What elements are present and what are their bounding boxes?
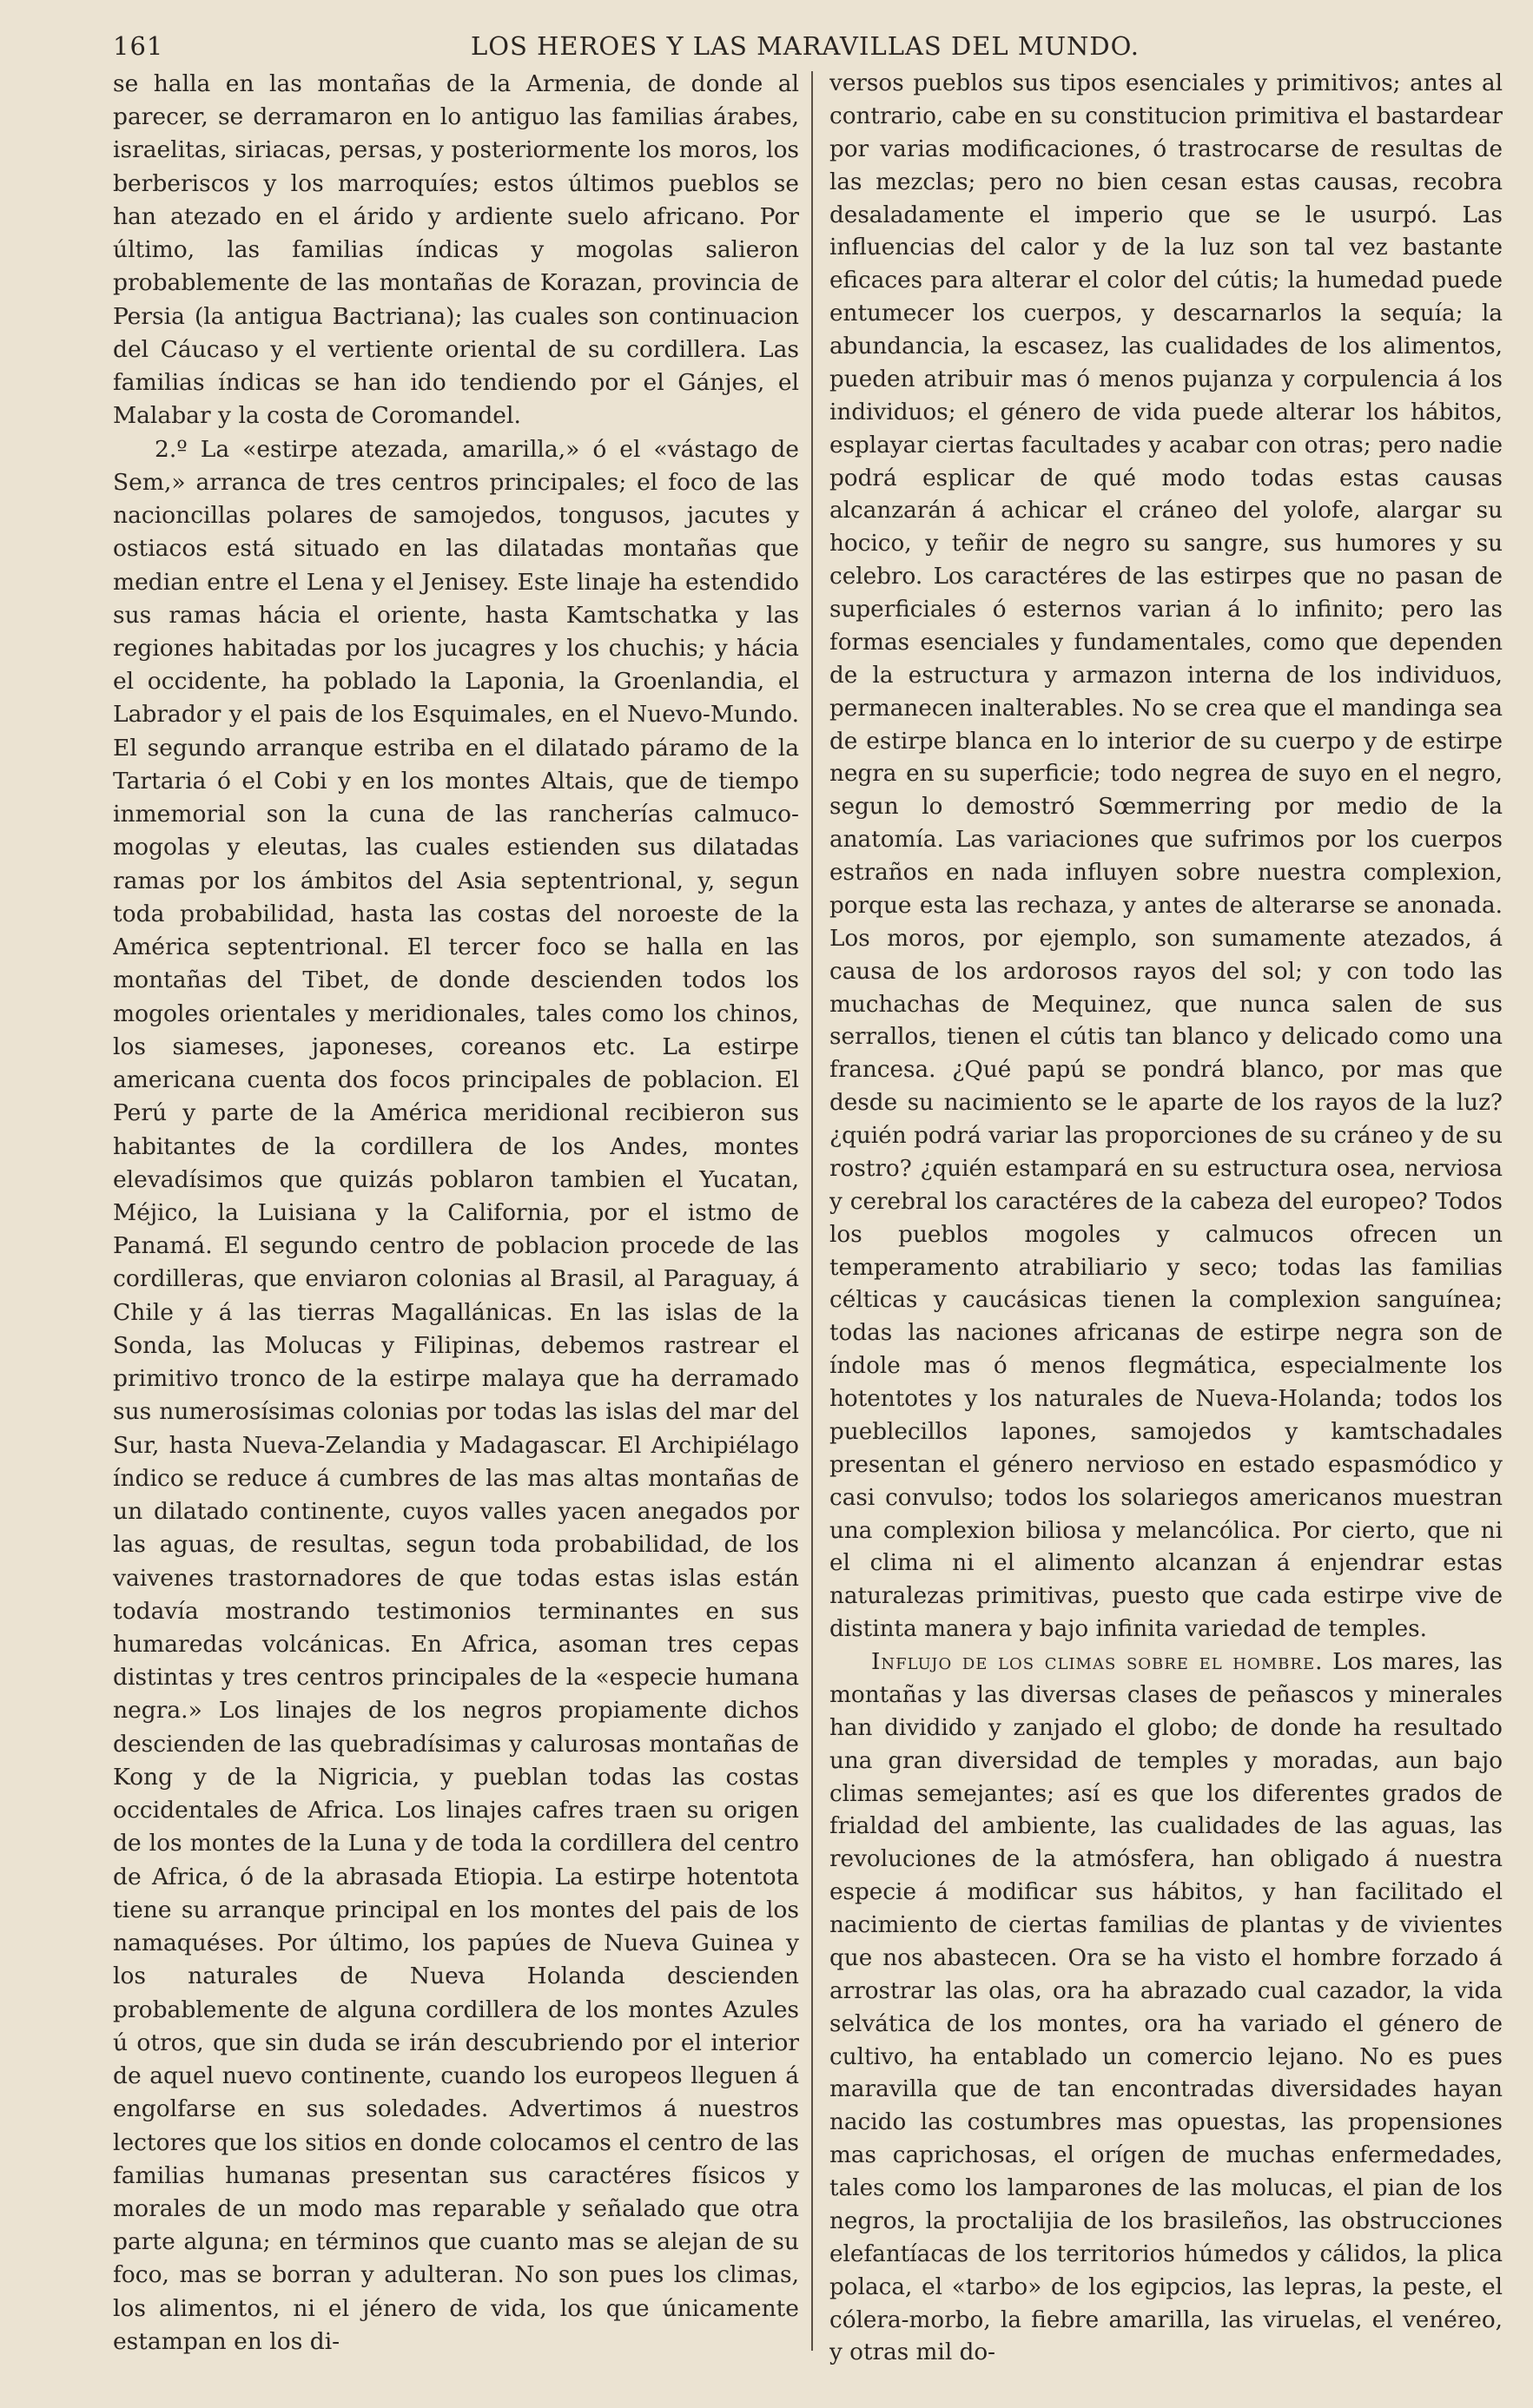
right-column [829, 68, 1503, 2378]
left-column [113, 68, 799, 2378]
right-paragraph-1: versos pueblos sus tipos esenciales y primitivos; antes al contrario, cabe en su constitucion primitiva el bastardear por varias modificaciones, ó trastrocarse de resultas de las mezclas; pero no bien cesan estas causas, recobra desaladamente el imperio que se le usurpó. Las influencias del calor y de la luz son tal vez bastante eficaces para alterar el color del cútis; la humedad puede entumecer los cuerpos, y descarnarlos la sequía; la abundancia, la escasez, las cualidades de los alimentos, pueden atribuir mas ó menos pujanza y corpulencia á los individuos; el género de vida puede alterar los hábitos, esplayar ciertas facultades y acabar con otras; pero nadie podrá esplicar de qué modo todas estas causas alcanzarán á achicar el cráneo del yolofe, alargar su hocico, y teñir de negro su sangre, sus humores y su celebro. Los caractéres de las estirpes que no pasan de superficiales ó esternos varian á lo infinito; pero las formas esenciales y fundamentales, como que dependen de la estructura y armazon interna de los individuos, permanecen inalterables. No se crea que el mandinga sea de estirpe blanca en lo interior de su cuerpo y de estirpe negra en su superficie; todo negrea de suyo en el negro, segun lo demostró Sœmmerring por medio de la anatomía. Las variaciones que sufrimos por los cuerpos estraños en nada influyen sobre nuestra complexion, porque esta las rechaza, y antes de alterarse se anonada. Los moros, por ejemplo, son sumamente atezados, á causa de los ardorosos rayos del sol; y con todo las muchachas de Mequinez, que nunca salen de sus serrallos, tienen el cútis tan blanco y delicado como una francesa. ¿Qué papú se pondrá blanco, por mas que desde su nacimiento se le aparte de los rayos de la luz? ¿quién podrá variar las proporciones de su cráneo y de su rostro? ¿quién estampará en su estructura osea, nerviosa y cerebral los caractéres de la cabeza del europeo? Todos los pueblos mogoles y calmucos ofrecen un temperamento atrabiliario y seco; todas las familias célticas y caucásicas tienen la complexion sanguínea; todas las naciones africanas de estirpe negra son de índole mas ó menos flegmática, especialmente los hotentotes y los naturales de Nueva-Holanda; todos los pueblecillos lapones, samojedos y kamtschadales presentan el género nervioso en estado espasmódico y casi convulso; todos los solariegos americanos muestran una complexion biliosa y melancólica. Por cierto, que ni el clima ni el alimento alcanzan á enjendrar estas naturalezas primitivas, puesto que cada estirpe vive de distinta manera y bajo infinita variedad de temples. [829, 70, 1503, 1643]
left-paragraph-2: 2.º La «estirpe atezada, amarilla,» ó el «vástago de Sem,» arranca de tres centros principales; el foco de las nacioncillas polares de samojedos, tongusos, jacutes y ostiacos está situado en las dilatadas montañas que median entre el Lena y el Jenisey. Este linaje ha estendido sus ramas hácia el oriente, hasta Kamtschatka y las regiones habitadas por los jucagres y los chuchis; y hácia el occidente, ha poblado la Laponia, la Groenlandia, el Labrador y el pais de los Esquimales, en el Nuevo-Mundo. El segundo arranque estriba en el dilatado páramo de la Tartaria ó el Cobi y en los montes Altais, que de tiempo inmemorial son la cuna de las rancherías calmuco-mogolas y eleutas, las cuales estienden sus dilatadas ramas por los ámbitos del Asia septentrional, y, segun toda probabilidad, hasta las costas del noroeste de la América septentrional. El tercer foco se halla en las montañas del Tibet, de donde descienden todos los mogoles orientales y meridionales, tales como los chinos, los siameses, japoneses, coreanos etc. La estirpe americana cuenta dos focos principales de poblacion. El Perú y parte de la América meridional recibieron sus habitantes de la cordillera de los Andes, montes elevadísimos que quizás poblaron tambien el Yucatan, Méjico, la Luisiana y la California, por el istmo de Panamá. El segundo centro de poblacion procede de las cordilleras, que enviaron colonias al Brasil, al Paraguay, á Chile y á las tierras Magallánicas. En las islas de la Sonda, las Molucas y Filipinas, debemos rastrear el primitivo tronco de la estirpe malaya que ha derramado sus numerosísimas colonias por todas las islas del mar del Sur, hasta Nueva-Zelandia y Madagascar. El Archipiélago índico se reduce á cumbres de las mas altas montañas de un dilatado continente, cuyos valles yacen anegados por las aguas, de resultas, segun toda probabilidad, de los vaivenes trastornadores de que todas estas islas están todavía mostrando testimonios terminantes en sus humaredas volcánicas. En Africa, asoman tres cepas distintas y tres centros principales de la «especie humana negra.» Los linajes de los negros propiamente dichos descienden de las quebradísimas y calurosas montañas de Kong y de la Nigricia, y pueblan todas las costas occidentales de Africa. Los linajes cafres traen su origen de los montes de la Luna y de toda la cordillera del centro de Africa, ó de la abrasada Etiopia. La estirpe hotentota tiene su arranque principal en los montes del pais de los namaquéses. Por último, los papúes de Nueva Guinea y los naturales de Nueva Holanda descienden probablemente de alguna cordillera de los montes Azules ú otros, que sin duda se irán descubriendo por el interior de aquel nuevo continente, cuando los europeos lleguen á engolfarse en sus soledades. Advertimos á nuestros lectores que los sitios en donde colocamos el centro de las familias humanas presentan sus caractéres físicos y morales de un modo mas reparable y señalado que otra parte alguna; en términos que cuanto mas se alejan de su foco, mas se borran y adulteran. No son pues los climas, los alimentos, ni el jénero de vida, los que únicamente estampan en los di- [113, 435, 799, 2355]
column-divider [811, 71, 813, 2351]
left-paragraph-1: se halla en las montañas de la Armenia, de donde al parecer, se derramaron en lo antiguo las familias árabes, israelitas, siriacas, persas, y posteriormente los moros, los berberiscos y los marroquíes; estos últimos pueblos se han atezado en el árido y ardiente suelo africano. Por último, las familias índicas y mogolas salieron probablemente de las montañas de Korazan, provincia de Persia (la antigua Bactriana); las cuales son continuacion del Cáucaso y el vertiente oriental de su cordillera. Las familias índicas se han ido tendiendo por el Gánjes, el Malabar y la costa de Coromandel. [113, 70, 799, 430]
running-title: LOS HEROES Y LAS MARAVILLAS DEL MUNDO. [471, 31, 1140, 61]
section-heading: Influjo de los climas sobre el hombre. [871, 1649, 1324, 1675]
right-paragraph-2-text: Los mares, las montañas y las diversas clases de peñascos y minerales han dividido y zanjado el globo; de donde ha resultado una gran diversidad de temples y moradas, aun bajo climas semejantes; así es que los diferentes grados de frialdad del ambiente, las cualidades de las aguas, las revoluciones de la atmósfera, han obligado á nuestra especie á modificar sus hábitos, y han facilitado el nacimiento de ciertas familias de plantas y de vivientes que nos abastecen. Ora se ha visto el hombre forzado á arrostrar las olas, ora ha abrazado cual cazador, la vida selvática de los montes, ora ha variado el género de cultivo, ha entablado un comercio lejano. No es pues maravilla que de tan encontradas diversidades hayan nacido las costumbres mas opuestas, las propensiones mas caprichosas, el orígen de muchas enfermedades, tales como los lamparones de las molucas, el pian de los negros, la proctalijia de los brasileños, las obstrucciones elefantíacas de los territorios húmedos y cálidos, la plica polaca, el «tarbo» de los egipcios, las lepras, la peste, el cólera-morbo, la fiebre amarilla, las viruelas, el venéreo, y otras mil do- [829, 1649, 1503, 2366]
page-number: 161 [113, 31, 164, 61]
right-paragraph-2 [829, 1646, 1503, 2370]
